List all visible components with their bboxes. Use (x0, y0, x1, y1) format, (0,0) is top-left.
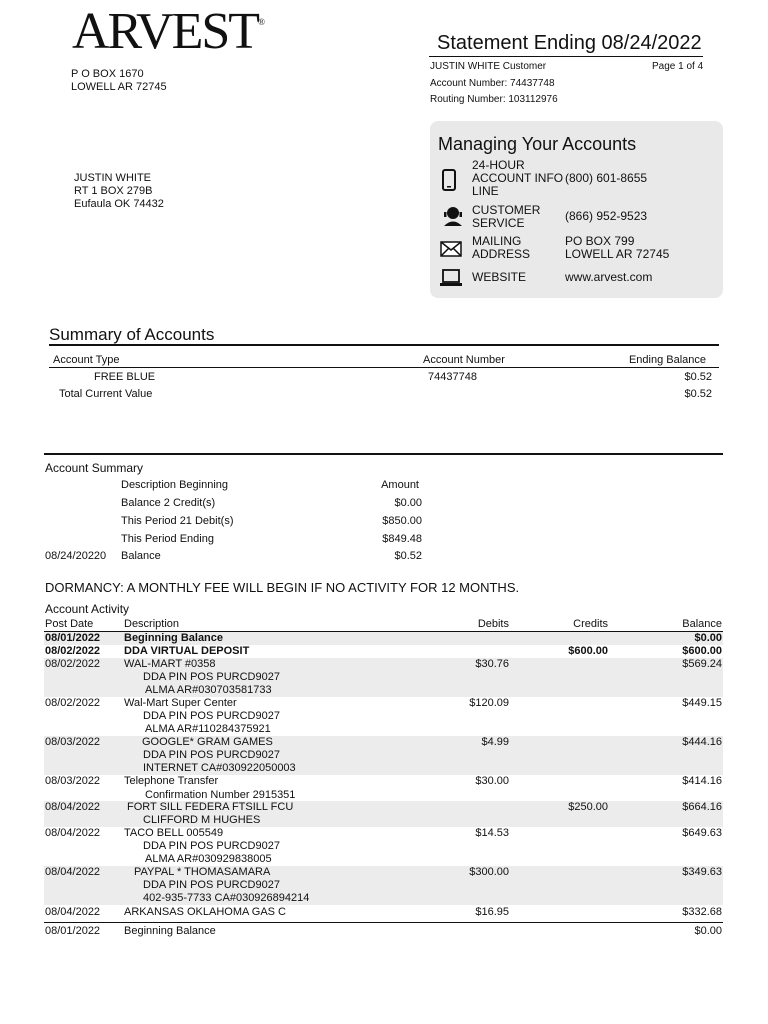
contact-label: CUSTOMER (472, 203, 541, 217)
logo-registered-mark: ® (258, 17, 265, 27)
account-summary-rule (44, 453, 723, 455)
routing-number: Routing Number: 103112976 (430, 94, 558, 105)
table-row (44, 632, 723, 645)
summary-account-number: 74437748 (428, 371, 477, 383)
summary-header-type: Account Type (53, 354, 120, 366)
activity-footer-row (44, 925, 723, 938)
row-date: 08/04/2022 (45, 827, 101, 839)
row-balance: $349.63 (682, 866, 722, 878)
bank-address (71, 68, 167, 94)
activity-header-desc: Description (124, 618, 180, 630)
row-date: 08/03/2022 (45, 736, 101, 748)
bank-address-line: LOWELL AR 72745 (71, 81, 167, 93)
row-date: 08/03/2022 (45, 775, 101, 787)
row-balance: $449.15 (682, 697, 722, 709)
row-desc-detail: INTERNET CA#030922050003 (143, 762, 296, 774)
summary-header-rule (49, 367, 719, 368)
row-date: 08/02/2022 (45, 658, 101, 670)
row-desc: GOOGLE* GRAM GAMES (142, 736, 273, 748)
table-row (44, 736, 723, 775)
row-date: 08/01/2022 (45, 925, 101, 937)
contact-value: PO BOX 799 (565, 234, 635, 248)
contact-value: (800) 601-8655 (565, 171, 648, 185)
row-debit: $300.00 (469, 866, 509, 878)
row-debit: $16.95 (475, 906, 509, 918)
total-current-value: $0.52 (684, 388, 712, 400)
contact-value: LOWELL AR 72745 (565, 247, 670, 261)
contact-label: LINE (472, 184, 499, 198)
row-desc: WAL-MART #0358 (124, 658, 216, 670)
table-row (44, 697, 723, 736)
customer-address (74, 172, 164, 211)
acct-summary-desc: Balance (121, 550, 161, 562)
row-date: 08/04/2022 (45, 866, 101, 878)
row-desc-detail: DDA PIN POS PURCD9027 (143, 749, 280, 761)
customer-address-line: JUSTIN WHITE (74, 172, 151, 184)
row-desc: FORT SILL FEDERA FTSILL FCU (127, 801, 294, 813)
row-desc: Telephone Transfer (124, 775, 219, 787)
row-date: 08/04/2022 (45, 906, 101, 918)
table-row (44, 658, 723, 697)
customer-name-line: JUSTIN WHITE Customer (430, 61, 547, 72)
row-balance: $414.16 (682, 775, 722, 787)
row-desc: PAYPAL * THOMASAMARA (134, 866, 271, 878)
laptop-icon (440, 269, 456, 290)
row-desc-detail: ALMA AR#110284375921 (145, 723, 271, 735)
acct-summary-desc: This Period Ending (121, 533, 214, 545)
row-balance: $664.16 (682, 801, 722, 813)
row-debit: $4.99 (481, 736, 509, 748)
row-desc-detail: ALMA AR#030929838005 (145, 853, 272, 865)
row-desc-detail: DDA PIN POS PURCD9027 (143, 710, 280, 722)
account-activity-title: Account Activity (45, 602, 130, 616)
row-balance: $0.00 (694, 632, 722, 644)
acct-summary-desc: Description Beginning (121, 479, 229, 491)
row-desc: ARKANSAS OKLAHOMA GAS C (124, 906, 286, 918)
row-debit: $30.76 (475, 658, 509, 670)
acct-summary-amount: $0.52 (394, 550, 422, 562)
row-desc: Beginning Balance (124, 925, 216, 937)
activity-header-date: Post Date (45, 618, 94, 630)
row-desc: TACO BELL 005549 (124, 827, 224, 839)
summary-account-balance: $0.52 (684, 371, 712, 383)
acct-summary-amount: $849.48 (382, 533, 422, 545)
bank-address-line: P O BOX 1670 (71, 68, 144, 80)
logo-text: ARVEST (72, 3, 259, 60)
customer-address-line: Eufaula OK 74432 (74, 198, 164, 210)
account-summary-title: Account Summary (45, 461, 144, 475)
row-desc: Wal-Mart Super Center (124, 697, 237, 709)
row-credit: $600.00 (568, 645, 608, 657)
website-link[interactable]: www.arvest.com (565, 270, 653, 284)
table-row (44, 866, 723, 905)
row-balance: $649.63 (682, 827, 722, 839)
table-row (44, 645, 723, 658)
summary-header-number: Account Number (423, 354, 505, 366)
customer-address-line: RT 1 BOX 279B (74, 185, 153, 197)
activity-header-debits: Debits (477, 618, 509, 630)
row-debit: $14.53 (475, 827, 509, 839)
row-desc-detail: DDA PIN POS PURCD9027 (143, 879, 280, 891)
row-balance: $0.00 (694, 925, 722, 937)
dormancy-notice: DORMANCY: A MONTHLY FEE WILL BEGIN IF NO ACTIVITY FOR 12 MONTHS. (45, 580, 520, 595)
acct-summary-desc: Balance 2 Credit(s) (121, 497, 216, 509)
arvest-logo (72, 3, 265, 60)
table-row (44, 775, 723, 801)
acct-summary-amount: $850.00 (382, 515, 422, 527)
managing-accounts-panel (430, 121, 723, 298)
row-desc: DDA VIRTUAL DEPOSIT (124, 645, 250, 657)
activity-header-balance: Balance (682, 618, 722, 630)
statement-title: Statement Ending 08/24/2022 (437, 32, 702, 54)
contact-label: MAILING (472, 234, 522, 248)
table-row (44, 906, 723, 920)
row-date: 08/01/2022 (45, 632, 101, 644)
row-date: 08/04/2022 (45, 801, 101, 813)
table-row (44, 827, 723, 866)
row-desc-detail: DDA PIN POS PURCD9027 (143, 840, 280, 852)
table-row (44, 801, 723, 827)
activity-header (44, 618, 723, 631)
row-desc-detail: Confirmation Number 2915351 (145, 789, 296, 801)
person-icon (442, 205, 458, 230)
row-balance: $569.24 (682, 658, 722, 670)
contact-label: ADDRESS (472, 247, 531, 261)
contact-value: (866) 952-9523 (565, 209, 648, 223)
row-debit: $30.00 (475, 775, 509, 787)
row-credit: $250.00 (568, 801, 608, 813)
row-debit: $120.09 (469, 697, 509, 709)
contact-label: WEBSITE (472, 270, 527, 284)
acct-summary-amount: $0.00 (394, 497, 422, 509)
acct-summary-amount: Amount (381, 479, 419, 491)
summary-title: Summary of Accounts (49, 325, 215, 344)
row-desc-detail: CLIFFORD M HUGHES (143, 814, 261, 826)
acct-summary-date: 08/24/20220 (45, 550, 107, 562)
summary-title-rule (49, 344, 719, 346)
summary-header-balance: Ending Balance (628, 354, 706, 366)
row-desc-detail: ALMA AR#030703581733 (145, 684, 272, 696)
row-desc-detail: 402-935-7733 CA#030926894214 (143, 892, 310, 904)
page-indicator: Page 1 of 4 (652, 61, 704, 72)
envelope-icon (440, 241, 456, 260)
row-desc-detail: DDA PIN POS PURCD9027 (143, 671, 280, 683)
summary-account-type: FREE BLUE (94, 371, 156, 383)
title-divider (429, 56, 703, 57)
activity-footer-rule (44, 922, 723, 923)
activity-header-credits: Credits (573, 618, 608, 630)
phone-icon (442, 169, 458, 194)
total-current-value-label: Total Current Value (59, 388, 153, 400)
contact-label: ACCOUNT INFO (472, 171, 564, 185)
managing-title: Managing Your Accounts (438, 134, 637, 154)
row-balance: $444.16 (682, 736, 722, 748)
row-date: 08/02/2022 (45, 645, 101, 657)
row-balance: $332.68 (682, 906, 722, 918)
row-date: 08/02/2022 (45, 697, 101, 709)
account-number: Account Number: 74437748 (430, 78, 555, 89)
row-balance: $600.00 (682, 645, 722, 657)
row-desc: Beginning Balance (124, 632, 224, 644)
contact-label: 24-HOUR (472, 158, 525, 172)
contact-label: SERVICE (472, 216, 525, 230)
acct-summary-desc: This Period 21 Debit(s) (121, 515, 234, 527)
